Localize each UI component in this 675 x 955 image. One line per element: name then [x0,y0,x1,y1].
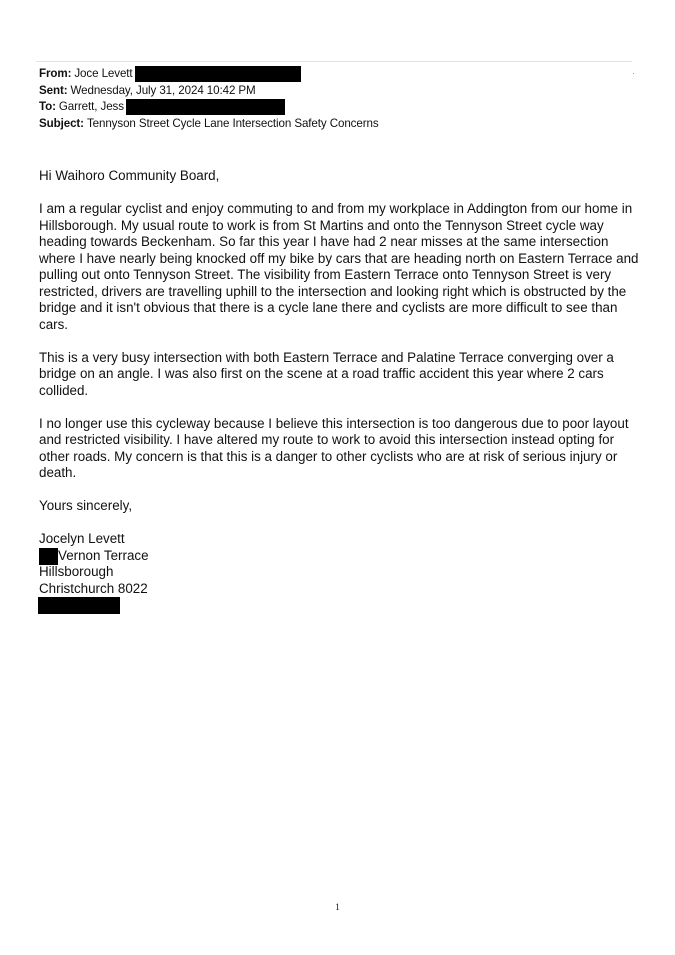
signature-block [39,531,629,614]
redacted-phone [38,597,120,614]
paragraph-line: This is a very busy intersection with both Eastern Terrace and Palatine Terrace converging over a [39,349,614,365]
paragraph-line: heading towards Beckenham. So far this year I have had 2 near misses at the same intersection [39,234,609,249]
email-header [39,66,379,132]
signature-city: Christchurch 8022 [39,580,148,596]
scan-mark [633,73,634,74]
paragraph-line: death. [39,465,77,480]
paragraph-line: other roads. My concern is that this is a danger to other cyclists who are at risk of serious injury or [39,448,618,464]
paragraph-line: I no longer use this cycleway because I believe this intersection is too dangerous due to poor layout [39,415,629,431]
paragraph-3 [39,416,629,482]
redacted-house-number [39,548,58,565]
paragraph-2 [39,350,629,400]
paragraph-line: bridge and it isn't obvious that there is a cycle lane there and cyclists are more difficult to see than [39,300,618,315]
greeting: Hi Waihoro Community Board, [39,168,220,183]
paragraph-line: I am a regular cyclist and enjoy commuting to and from my workplace in Addington from our home in [39,201,633,216]
sent-value: Wednesday, July 31, 2024 10:42 PM [70,83,256,97]
header-divider [36,61,632,62]
paragraph-line: restricted, drivers are travelling uphill to the intersection and looking right which is obstructed by the [39,283,627,299]
signature-redacted-row [39,597,629,614]
paragraph-line: cars. [39,316,69,332]
paragraph-line: where I have nearly being knocked off my bike by cars that are heading north on Eastern Terrace and [39,250,639,266]
signature-name: Jocelyn Levett [39,531,125,546]
paragraph-line: pulling out onto Tennyson Street. The visibility from Eastern Terrace onto Tennyson Street is very [39,267,612,282]
paragraph-line: and restricted visibility. I have altered my route to work to avoid this intersection instead opting for [39,432,615,447]
paragraph-1 [39,201,639,333]
from-value: Joce Levett [74,67,133,80]
email-body [39,168,639,614]
sent-row [39,83,379,100]
redacted-email-from [135,66,301,82]
closing: Yours sincerely, [39,498,133,513]
from-label: From: [39,67,72,80]
paragraph-line: bridge on an angle. I was also first on the scene at a road traffic accident this year where 2 cars [39,366,604,381]
from-row [39,66,379,83]
redacted-email-to [126,99,285,115]
to-row [39,99,379,116]
page-number: 1 [335,902,340,912]
to-label: To: [39,100,56,113]
signature-suburb: Hillsborough [39,564,114,579]
subject-label: Subject: [39,116,84,130]
subject-row [39,116,379,133]
paragraph-line: collided. [39,382,89,398]
subject-value: Tennyson Street Cycle Lane Intersection Safety Concerns [86,116,379,130]
signature-street-row [39,548,629,565]
sent-label: Sent: [39,83,68,97]
signature-street: Vernon Terrace [58,547,149,563]
paragraph-line: Hillsborough. My usual route to work is from St Martins and onto the Tennyson Street cycle way [39,217,604,233]
to-value: Garrett, Jess [58,100,124,113]
